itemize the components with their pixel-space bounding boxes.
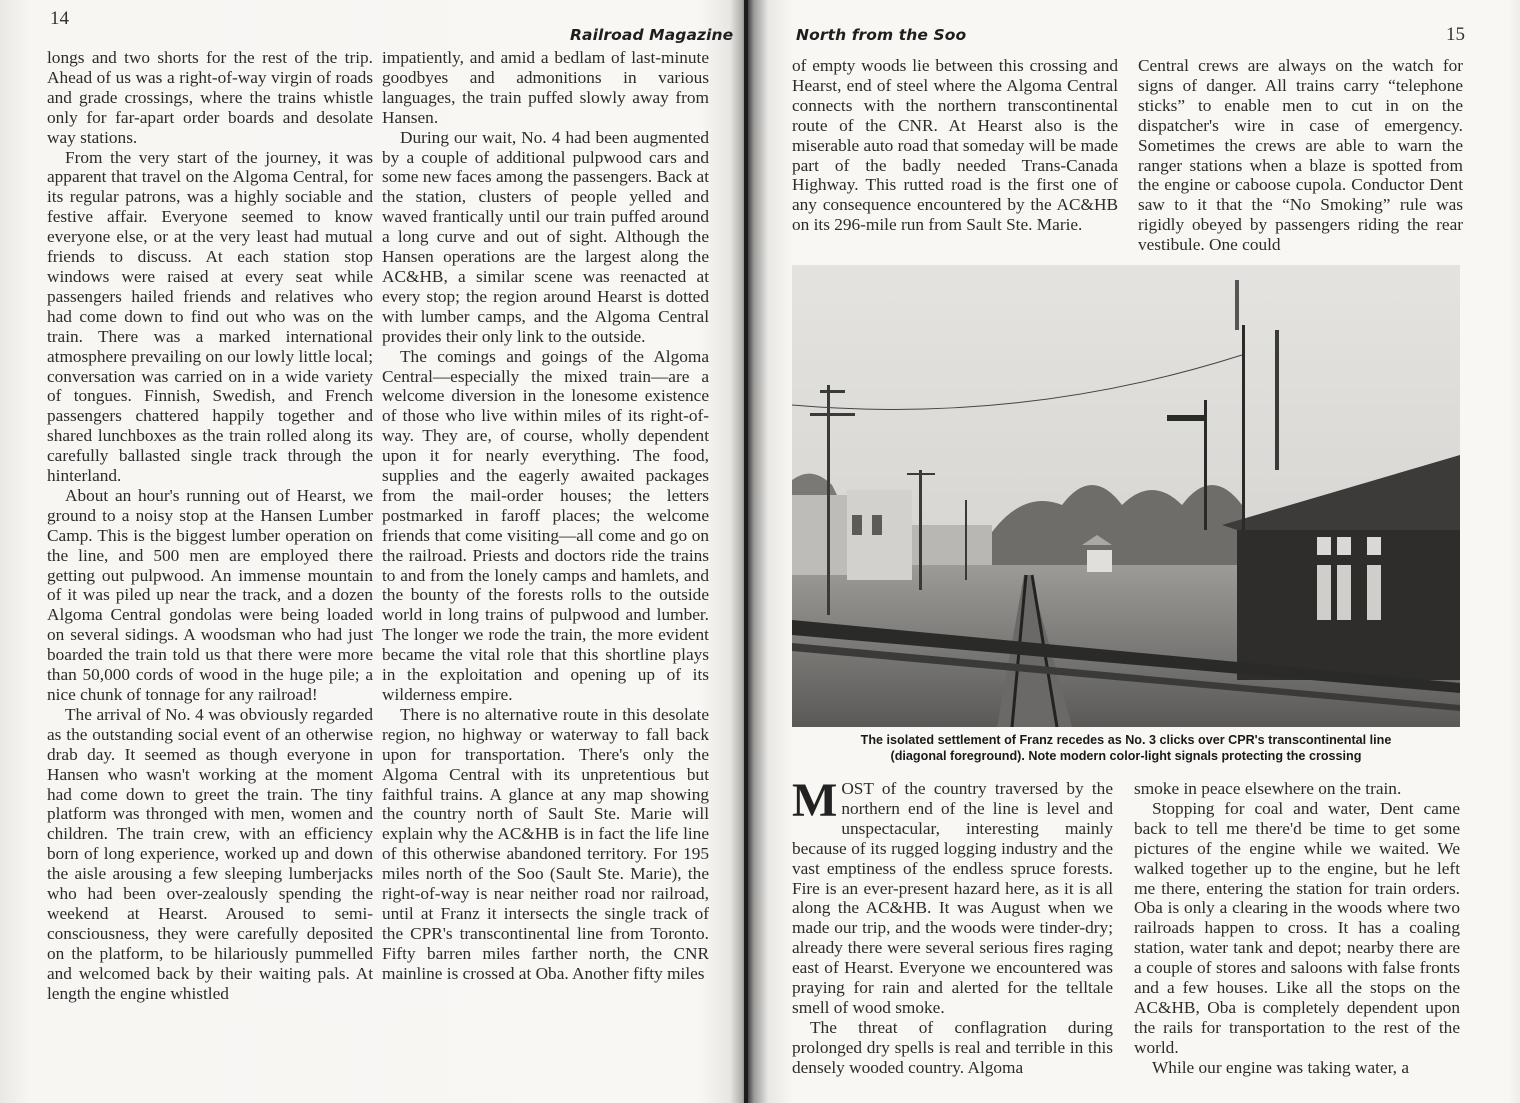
telegraph-pole xyxy=(965,500,967,580)
caption-line-1: The isolated settlement of Franz recedes as No. 3 clicks over CPR's transcontinental line xyxy=(860,733,1392,747)
left-page-column-2 xyxy=(382,48,709,984)
left-page-column-1 xyxy=(47,48,373,1004)
paragraph: smoke in peace elsewhere on the train. xyxy=(1134,779,1402,798)
telegraph-pole xyxy=(827,385,830,615)
station-window xyxy=(1317,565,1331,620)
station-window xyxy=(1317,537,1331,555)
paragraph xyxy=(792,774,1113,1018)
station-window xyxy=(1337,537,1351,555)
signal-arm xyxy=(1235,280,1239,330)
paragraph: of empty woods lie between this crossing and Hearst, end of steel where the Algoma Central connects with the northern transcontinental route of the CNR. At Hearst also is the miserable auto road that someday will be made part of the badly needed Trans-Canada Highway. This rutted road is the first one of any consequence encountered by the AC&HB on its 296-mile run from Sault Ste. Marie. xyxy=(792,56,1118,235)
paragraph: The threat of conflagration during prolonged dry spells is real and terrible in this densely wooded country. Algoma xyxy=(792,1017,1113,1077)
station-window xyxy=(1367,565,1381,620)
paragraph: During our wait, No. 4 had been augmented by a couple of additional pulpwood cars and some new faces among the passengers. Back at the station, clusters of people yelled and waved frantically until our train puffed around a long curve and out of sight. Although the Hansen operations are the largest along the AC&HB, a similar scene was reenacted at every stop; the region around Hearst is dotted with lumber camps, and the Algoma Central provides their only link to the outside. xyxy=(382,127,709,346)
paragraph: Central crews are always on the watch for signs of danger. All trains carry “telephone sticks” to enable men to cut in on the dispatcher's wire in case of emergency. Sometimes the crews are able to warn the ranger stations when a blaze is spotted from the engine or caboose cupola. Conductor Dent saw to it that the “No Smoking” rule was rigidly obeyed by passengers riding the rear vestibule. One could xyxy=(1138,56,1463,255)
station-window xyxy=(1367,537,1381,555)
right-page-column-1 xyxy=(792,56,1118,235)
signal-mast xyxy=(1275,330,1279,470)
book-spine xyxy=(744,0,748,1103)
signal-mast xyxy=(1242,325,1245,530)
semaphore-arm xyxy=(1167,415,1207,421)
right-page-column-2 xyxy=(1138,56,1463,255)
pole-crossarm xyxy=(810,413,855,416)
drop-cap: M xyxy=(792,774,838,827)
paragraph: The arrival of No. 4 was obviously regarded as the outstanding social event of an otherwise drab day. It seemed as though everyone in Hansen who wasn't working at the moment had come down to greet the train. The tiny platform was thronged with men, women and children. The train crew, with an efficiency born of long experience, worked up and down the aisle arousing a few sleeping lumberjacks who had been over-zealously spending the weekend at Hearst. Aroused to semi-consciousness, they were carefully deposited on the platform, to be hilariously pummelled and welcomed back by their waiting pals. At length the engine whistled xyxy=(47,704,373,1003)
paragraph: From the very start of the journey, it was apparent that travel on the Algoma Central, for its regular patrons, was a highly sociable and festive affair. Everyone seemed to know everyone else, or at the very least had mutual friends to discuss. At each station stop windows were raised at every seat while passengers hailed friends and relatives who had come down to find out who was on the train. There was a marked international atmosphere prevailing on our lowly little local; conversation was carried on in a wide variety of tongues. Finnish, Swedish, and French passengers chattered happily together and shared lunchboxes as the train rolled along its carefully ballasted single track through the hinterland. xyxy=(47,147,373,486)
paragraph: The comings and goings of the Algoma Central—especially the mixed train—are a welcome diversion in the lonesome existence of those who live within miles of its right-of-way. They are, of course, wholly dependent upon it for nearly everything. The food, supplies and the eagerly awaited packages from the mail-order houses; the letters postmarked in faroff places; the welcome friends that come visiting—all come and go on the railroad. Priests and doctors ride the trains to and from the lonely camps and hamlets, and the bounty of the forests rolls to the outside world in long trains of pulpwood and lumber. The longer we rode the train, the more evident became the vital role that this shortline plays in the exploitation and opening up of its wilderness empire. xyxy=(382,346,709,704)
page-number-right: 15 xyxy=(1446,24,1465,45)
paragraph: Stopping for coal and water, Dent came back to tell me there'd be time to get some pictures of the engine while we waited. We walked together up to the engine, but he left me there, entering the station for train orders. Oba is only a clearing in the woods where two railroads happen to cross. It has a coaling station, water tank and depot; nearby there are a couple of stores and saloons with false fronts and a few houses. Like all the stops on the AC&HB, Oba is completely dependent upon the rails for transportation to the rest of the world. xyxy=(1134,798,1460,1057)
window xyxy=(852,515,862,535)
pole-crossarm xyxy=(907,473,935,475)
pole-crossarm xyxy=(820,390,845,393)
paragraph-text: OST of the country traversed by the northern end of the line is level and unspectacular, interesting mainly because of its rugged logging industry and the vast emptiness of the endless spruce forests. Fire is an ever-present hazard here, as it is all along the AC&HB. It was August when we made our trip, and the woods were tinder-dry; already there were several serious fires raging east of Hearst. Everyone we encountered was praying for rain and alerted for the telltale smell of wood smoke. xyxy=(792,779,1113,1017)
house xyxy=(912,525,992,565)
paragraph: impatiently, and amid a bedlam of last-minute goodbyes and admonitions in various languages, the train puffed slowly away from Hansen. xyxy=(382,48,709,127)
paragraph: About an hour's running out of Hearst, we ground to a noisy stop at the Hansen Lumber Camp. This is the biggest lumber operation on the line, and 500 men are employed there getting out pulpwood. An immense mountain of it was piled up near the track, and a dozen Algoma Central gondolas were being loaded on several sidings. A woodsman who had just boarded the train told us that there were more than 50,000 cords of wood in the huge pile; a nice chunk of tonnage for any railroad! xyxy=(47,485,373,704)
running-head-right: North from the Soo xyxy=(796,26,967,44)
right-page-column-3 xyxy=(792,774,1113,1078)
page-number-left: 14 xyxy=(50,8,69,29)
railroad-crossing-photo xyxy=(792,265,1460,727)
running-head-left: Railroad Magazine xyxy=(570,26,734,44)
paragraph: There is no alternative route in this desolate region, no highway or waterway to fall back upon for transportation. There's only the Algoma Central with its unpretentious but faithful trains. A glance at any map showing the country north of Sault Ste. Marie will explain why the AC&HB is in fact the life line of this otherwise abandoned territory. For 195 miles north of the Soo (Sault Ste. Marie), the right-of-way is near neither road nor railroad, until at Franz it intersects the single track of the CPR's transcontinental line from Toronto. Fifty barren miles farther north, the CNR mainline is crossed at Oba. Another fifty miles xyxy=(382,704,709,983)
station-window xyxy=(1337,565,1351,620)
window xyxy=(872,515,882,535)
photo-illustration xyxy=(792,265,1460,727)
telegraph-pole xyxy=(919,470,922,590)
shed xyxy=(1087,550,1112,572)
paragraph: longs and two shorts for the rest of the trip. Ahead of us was a right-of-way virgin of roads and grade crossings, where the trains whistle only for far-apart order boards and desolate way stations. xyxy=(47,48,373,147)
right-page-column-4 xyxy=(1134,779,1460,1078)
caption-line-2: (diagonal foreground). Note modern color-light signals protecting the crossing xyxy=(890,749,1362,763)
paragraph: While our engine was taking water, a xyxy=(1152,1057,1409,1077)
photo-caption xyxy=(792,732,1460,764)
